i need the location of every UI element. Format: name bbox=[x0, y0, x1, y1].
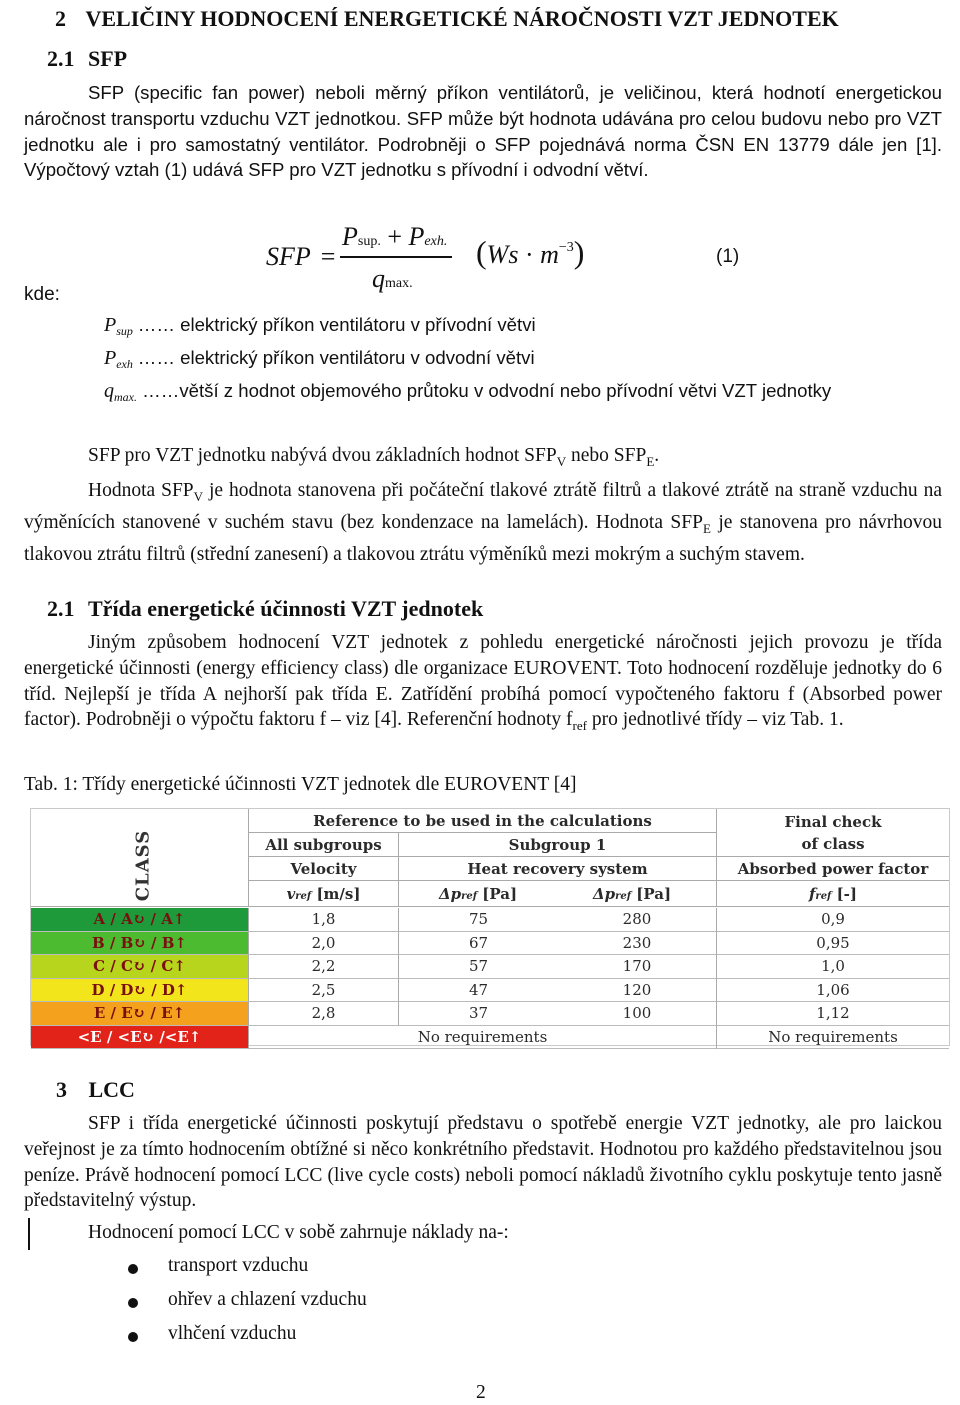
velocity-cell: 1,8 bbox=[249, 908, 399, 932]
section-number: 2.1 bbox=[47, 46, 75, 71]
formula-plus: + bbox=[387, 222, 403, 251]
pressure-cell: 57 bbox=[399, 955, 558, 979]
formula-denominator bbox=[372, 264, 413, 294]
bullet-dot bbox=[128, 1264, 138, 1274]
paragraph-lcc-intro: Hodnocení pomocí LCC v sobě zahrnuje náklady na-: bbox=[88, 1222, 509, 1243]
formula-exponent: −3 bbox=[558, 240, 574, 255]
velocity-cell: 2,5 bbox=[249, 979, 399, 1003]
formula-numerator bbox=[342, 222, 447, 252]
kde-label: kde: bbox=[24, 284, 60, 305]
def-subscript: max. bbox=[114, 390, 137, 404]
section-heading-sfp bbox=[47, 46, 127, 72]
col1-unit bbox=[249, 881, 399, 907]
bullet-item: vlhčení vzduchu bbox=[168, 1323, 297, 1344]
def-symbol: P bbox=[104, 314, 117, 336]
power-factor-cell: 1,06 bbox=[717, 979, 949, 1003]
subscript: V bbox=[556, 454, 567, 469]
unit-subscript: ref bbox=[461, 891, 478, 902]
formula-unit-m: m bbox=[540, 240, 559, 269]
class-header: CLASS bbox=[132, 829, 154, 902]
paragraph-text: Hodnota SFP bbox=[88, 480, 194, 501]
pressure-cell: 67 bbox=[399, 932, 558, 956]
unit-text: [Pa] bbox=[631, 885, 672, 903]
paragraph-sfp-values bbox=[88, 445, 659, 470]
class-label: A / A↻ / A↑ bbox=[31, 908, 249, 932]
chapter-heading bbox=[55, 6, 839, 32]
formula-subscript: sup. bbox=[357, 234, 381, 249]
def-text: …… elektrický příkon ventilátoru v přívodní větvi bbox=[137, 314, 536, 335]
pressure-cell: 120 bbox=[558, 979, 717, 1003]
formula-equals: = bbox=[320, 242, 336, 271]
power-factor-cell: 1,12 bbox=[717, 1002, 949, 1026]
pressure-cell: 100 bbox=[558, 1002, 717, 1026]
no-requirements-cell: No requirements bbox=[249, 1026, 717, 1050]
unit-text: [-] bbox=[831, 885, 858, 903]
unit-text: [Pa] bbox=[477, 885, 518, 903]
col3-unit bbox=[717, 881, 949, 907]
definition-p-sup bbox=[104, 314, 536, 339]
paragraph-text: je stanovena pro návrhovou tlakovou ztrátu filtrů (střední zanesení) a tlakovou ztrátu výměníků mezi mokrým a suchým stavem. bbox=[24, 511, 942, 565]
bullet-dot bbox=[128, 1332, 138, 1342]
formula-paren: ) bbox=[573, 234, 585, 270]
unit-symbol: Δp bbox=[593, 885, 616, 903]
formula-symbol: P bbox=[408, 222, 425, 251]
power-factor-cell: 1,0 bbox=[717, 955, 949, 979]
paragraph-text: pro jednotlivé třídy – viz Tab. 1. bbox=[586, 709, 844, 731]
definition-q-max bbox=[104, 380, 831, 405]
power-factor-cell: 0,9 bbox=[717, 908, 949, 932]
paragraph-class bbox=[24, 630, 942, 739]
formula-unit bbox=[476, 234, 584, 271]
col2-header: Subgroup 1 bbox=[399, 833, 717, 857]
chapter-number: 2 bbox=[55, 6, 66, 31]
section-number: 2.1 bbox=[47, 596, 75, 621]
ref-header: Reference to be used in the calculations bbox=[249, 809, 717, 833]
formula-paren: ( bbox=[476, 234, 487, 270]
subscript: E bbox=[702, 520, 711, 536]
col2-unit bbox=[399, 881, 717, 907]
unit-subscript: ref bbox=[295, 891, 312, 902]
paragraph-text: Jiným způsobem hodnocení VZT jednotek z pohledu energetické náročnosti jejich provozu je třída energetické účinnosti (energy efficiency class) dle organizace EUROVENT. Toto hodnocení rozděluje jednotky do 6 tříd. Nejlepší je třída A nejhorší pak třída E. Zatřídění probíhá pomocí vypočteného faktoru f (Absorbed power factor). Podrobněji o výpočtu faktoru f – viz [4]. Referenční hodnoty f bbox=[24, 632, 942, 731]
velocity-cell: 2,8 bbox=[249, 1002, 399, 1026]
velocity-cell: 2,2 bbox=[249, 955, 399, 979]
def-text: ……větší z hodnot objemového průtoku v odvodní nebo přívodní větvi VZT jednotky bbox=[137, 380, 832, 401]
def-symbol: P bbox=[104, 347, 117, 369]
subscript: ref bbox=[572, 718, 587, 734]
class-label: C / C↻ / C↑ bbox=[31, 955, 249, 979]
unit-symbol: f bbox=[808, 885, 816, 903]
pressure-cell: 170 bbox=[558, 955, 717, 979]
unit-subscript: ref bbox=[615, 891, 632, 902]
section-number: 3 bbox=[56, 1077, 67, 1102]
class-label: E / E↻ / E↑ bbox=[31, 1002, 249, 1026]
formula-sfp: SFP bbox=[266, 242, 311, 271]
col1-subheader: Velocity bbox=[249, 857, 399, 881]
col3-subheader: Absorbed power factor bbox=[717, 857, 949, 881]
formula-dot: · bbox=[524, 240, 534, 269]
section-title: SFP bbox=[88, 46, 128, 71]
formula-number: (1) bbox=[716, 246, 740, 267]
paragraph-text: SFP pro VZT jednotku nabývá dvou základních hodnot SFP bbox=[88, 445, 557, 466]
formula-lhs bbox=[266, 242, 335, 272]
unit-symbol: Δp bbox=[439, 885, 462, 903]
paragraph-sfp-intro bbox=[24, 80, 942, 183]
paragraph-lcc: SFP i třída energetické účinnosti poskytují představu o spotřebě energie VZT jednotky, ale pro laickou veřejnost je za tímto hodnocením obtížné si něco konkrétního představit. Hodnotou pro každého představitelnou jsou peníze. Právě hodnocení pomocí LCC (live cycle costs) neboli pomocí nákladů životního cyklu poskytuje tento jasně představitelný výstup. bbox=[24, 1113, 942, 1212]
power-factor-cell: 0,95 bbox=[717, 932, 949, 956]
def-subscript: exh bbox=[116, 357, 133, 371]
paragraph-text: SFP (specific fan power) neboli měrný příkon ventilátorů, je veličinou, která hodnotí energetickou náročnost transportu vzduchu VZT jednotkou. bbox=[24, 82, 942, 129]
section-heading-lcc bbox=[56, 1077, 135, 1103]
bullet-item: ohřev a chlazení vzduchu bbox=[168, 1289, 367, 1310]
final-header-line: Final check bbox=[784, 813, 882, 831]
col2-subheader: Heat recovery system bbox=[399, 857, 717, 881]
definition-p-exh bbox=[104, 347, 535, 372]
bullet-dot bbox=[128, 1298, 138, 1308]
pressure-cell: 47 bbox=[399, 979, 558, 1003]
final-header bbox=[717, 809, 949, 857]
paragraph-text: SFP může být hodnota udávána pro celou budovu nebo pro VZT jednotku ale i pro samostatný ventilátor. Podrobněji o SFP pojednává norma ČSN EN 13779 dále jen [1]. Výpočtový vztah (1) udává SFP pro VZT jednotku s přívodní i odvodní větví. bbox=[24, 107, 942, 181]
formula-symbol: q bbox=[372, 264, 385, 293]
section-title: LCC bbox=[88, 1077, 135, 1102]
col2-unit-b bbox=[593, 881, 671, 910]
fraction-bar bbox=[340, 256, 452, 258]
col2-unit-a bbox=[439, 881, 517, 910]
def-subscript: sup bbox=[116, 324, 133, 338]
chapter-title: VELIČINY HODNOCENÍ ENERGETICKÉ NÁROČNOSTI VZT JEDNOTEK bbox=[85, 6, 839, 31]
pressure-cell: 280 bbox=[558, 908, 717, 932]
bullet-item: transport vzduchu bbox=[168, 1255, 309, 1276]
class-label: <E / <E↻ /<E↑ bbox=[31, 1026, 249, 1050]
unit-symbol: v bbox=[286, 885, 296, 903]
power-factor-cell: No requirements bbox=[717, 1026, 949, 1050]
def-symbol: q bbox=[104, 380, 114, 402]
change-bar bbox=[28, 1218, 30, 1250]
pressure-cell: 230 bbox=[558, 932, 717, 956]
class-label: B / B↻ / B↑ bbox=[31, 932, 249, 956]
class-header-cell bbox=[31, 809, 249, 907]
table-caption: Tab. 1: Třídy energetické účinnosti VZT jednotek dle EUROVENT [4] bbox=[24, 774, 577, 795]
def-text: …… elektrický příkon ventilátoru v odvodní větvi bbox=[137, 347, 535, 368]
formula-unit-ws: Ws bbox=[486, 240, 519, 269]
velocity-cell: 2,0 bbox=[249, 932, 399, 956]
paragraph-sfp-v-e bbox=[24, 478, 942, 567]
unit-text: [m/s] bbox=[311, 885, 361, 903]
col1-header: All subgroups bbox=[249, 833, 399, 857]
paragraph-text: nebo SFP bbox=[566, 445, 647, 466]
subscript: V bbox=[193, 489, 204, 504]
final-header-line: of class bbox=[801, 835, 865, 853]
formula-subscript: exh. bbox=[424, 234, 448, 249]
section-title: Třída energetické účinnosti VZT jednotek bbox=[88, 596, 484, 621]
class-label: D / D↻ / D↑ bbox=[31, 979, 249, 1003]
page-number: 2 bbox=[476, 1382, 486, 1403]
section-heading-class bbox=[47, 596, 483, 622]
paragraph-text: . bbox=[654, 445, 660, 466]
pressure-cell: 37 bbox=[399, 1002, 558, 1026]
paragraph-text: je hodnota stanovena při počáteční tlakové ztrátě filtrů a tlakové ztrátě na straně vzduchu na výměnících stanovené v suchém stavu (bez kondenzace na lamelách). Hodnota SFP bbox=[24, 480, 942, 533]
formula-subscript: max. bbox=[385, 276, 413, 291]
formula-symbol: P bbox=[342, 222, 358, 251]
subscript: E bbox=[646, 454, 655, 469]
eurovent-class-table bbox=[30, 808, 950, 1046]
pressure-cell: 75 bbox=[399, 908, 558, 932]
unit-subscript: ref bbox=[815, 891, 832, 902]
